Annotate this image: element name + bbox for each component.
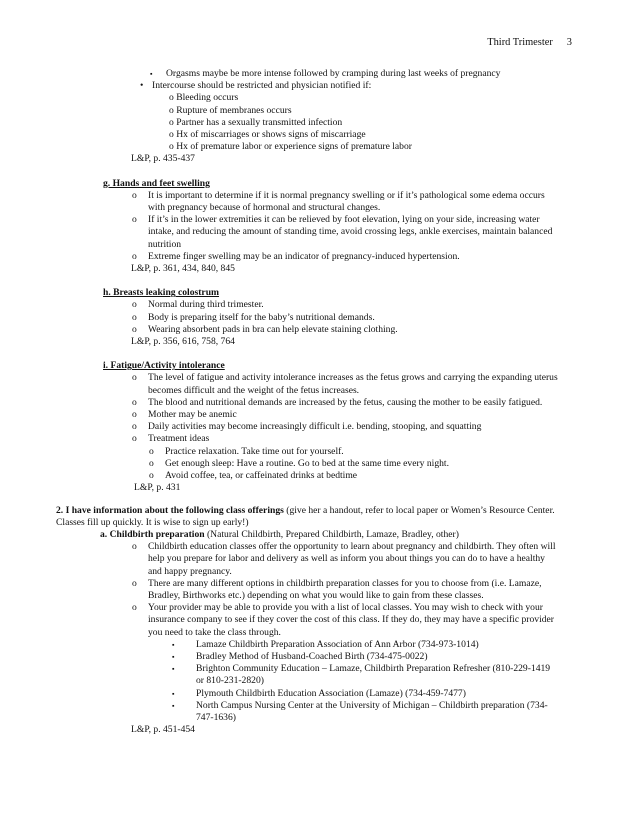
list-item: o Avoid coffee, tea, or caffeinated drinks at bedtime [149, 470, 358, 482]
list-item: o Mother may be anemic [132, 409, 237, 421]
section-heading-g: g. Hands and feet swelling [103, 177, 210, 189]
list-item: o Rupture of membranes occurs [169, 104, 292, 116]
list-item: o If it’s in the lower extremities it can be relieved by foot elevation, lying on your side, increasing water intake, and reducing the amount of standing time, avoid crossing legs, ankle exercises, maintain balanced nutrition [132, 214, 553, 250]
list-item: o There are many different options in childbirth preparation classes for you to choose from (i.e. Lamaze, Bradley, Birthworks etc.) depending on what you would like to gain from these classes. [132, 577, 542, 601]
document-body [56, 68, 558, 736]
list-item: ▪ North Campus Nursing Center at the University of Michigan – Childbirth preparation (734-747-1636) [172, 699, 548, 723]
list-item: o It is important to determine if it is normal pregnancy swelling or if it’s pathological some edema occurs with pregnancy because of hormonal and structural changes. [132, 189, 545, 214]
section-2-intro: 2. I have information about the following class offerings (give her a handout, refer to local paper or Women’s Resource Center. Classes fill up quickly. It is wise to sign up early!) [56, 504, 555, 528]
list-item: o Your provider may be able to provide you with a list of local classes. You may wish to check with your insurance company to see if they cover the cost of this class. If they do, they may have a specific provider you need to take the class through. [132, 602, 554, 638]
list-item: o Treatment ideas [132, 433, 210, 445]
list-item: o Body is preparing itself for the baby’s nutritional demands. [132, 311, 375, 323]
list-item: • Intercourse should be restricted and physician notified if: [140, 80, 372, 92]
list-item: o Hx of premature labor or experience signs of premature labor [169, 141, 412, 153]
list-item: o Normal during third trimester. [132, 299, 264, 311]
page-number: 3 [566, 37, 572, 48]
list-item: o Bleeding occurs [169, 92, 239, 104]
page-header [487, 37, 572, 49]
list-item: ▪ Bradley Method of Husband-Coached Birth (734-475-0022) [172, 650, 428, 662]
list-item: ▪ Plymouth Childbirth Education Association (Lamaze) (734-459-7477) [172, 687, 466, 699]
section-heading-h: h. Breasts leaking colostrum [103, 287, 220, 299]
list-item: o Childbirth education classes offer the opportunity to learn about pregnancy and childbirth. They often will help you prepare for labor and delivery as well as inform you about things you can do to have a healthy and happy pregnancy. [132, 541, 556, 577]
reference: L&P, p. 361, 434, 840, 845 [131, 263, 235, 275]
list-item: o Extreme finger swelling may be an indicator of pregnancy-induced hypertension. [132, 250, 460, 262]
reference: L&P, p. 431 [134, 482, 181, 494]
header-title: Third Trimester [487, 37, 553, 48]
list-item: o The blood and nutritional demands are increased by the fetus, causing the mother to be easily fatigued. [132, 396, 543, 408]
list-item: o Get enough sleep: Have a routine. Go to bed at the same time every night. [149, 457, 449, 469]
list-item: o Partner has a sexually transmitted infection [169, 116, 343, 128]
list-item: o The level of fatigue and activity intolerance increases as the fetus grows and carrying the expanding uterus becomes difficult and the weight of the fetus increases. [132, 372, 558, 396]
list-item: o Daily activities may become increasingly difficult i.e. bending, stooping, and squatting [132, 421, 482, 433]
list-item: ▪ Lamaze Childbirth Preparation Association of Ann Arbor (734-973-1014) [172, 638, 479, 650]
list-item: o Wearing absorbent pads in bra can help elevate staining clothing. [132, 323, 398, 335]
section-heading-i: i. Fatigue/Activity intolerance [103, 360, 225, 372]
list-item: o Hx of miscarriages or shows signs of miscarriage [169, 129, 366, 141]
list-item: ▪ Brighton Community Education – Lamaze, Childbirth Preparation Refresher (810-229-1419 or 810-231-2820) [172, 663, 551, 687]
reference: L&P, p. 356, 616, 758, 764 [131, 336, 235, 348]
subsection-heading: a. Childbirth preparation (Natural Childbirth, Prepared Childbirth, Lamaze, Bradley, other) [100, 528, 459, 540]
reference: L&P, p. 435-437 [131, 153, 195, 165]
list-item: ▪ Orgasms maybe be more intense followed by cramping during last weeks of pregnancy [150, 68, 501, 79]
list-item: o Practice relaxation. Take time out for yourself. [149, 445, 344, 457]
reference: L&P, p. 451-454 [131, 724, 195, 736]
